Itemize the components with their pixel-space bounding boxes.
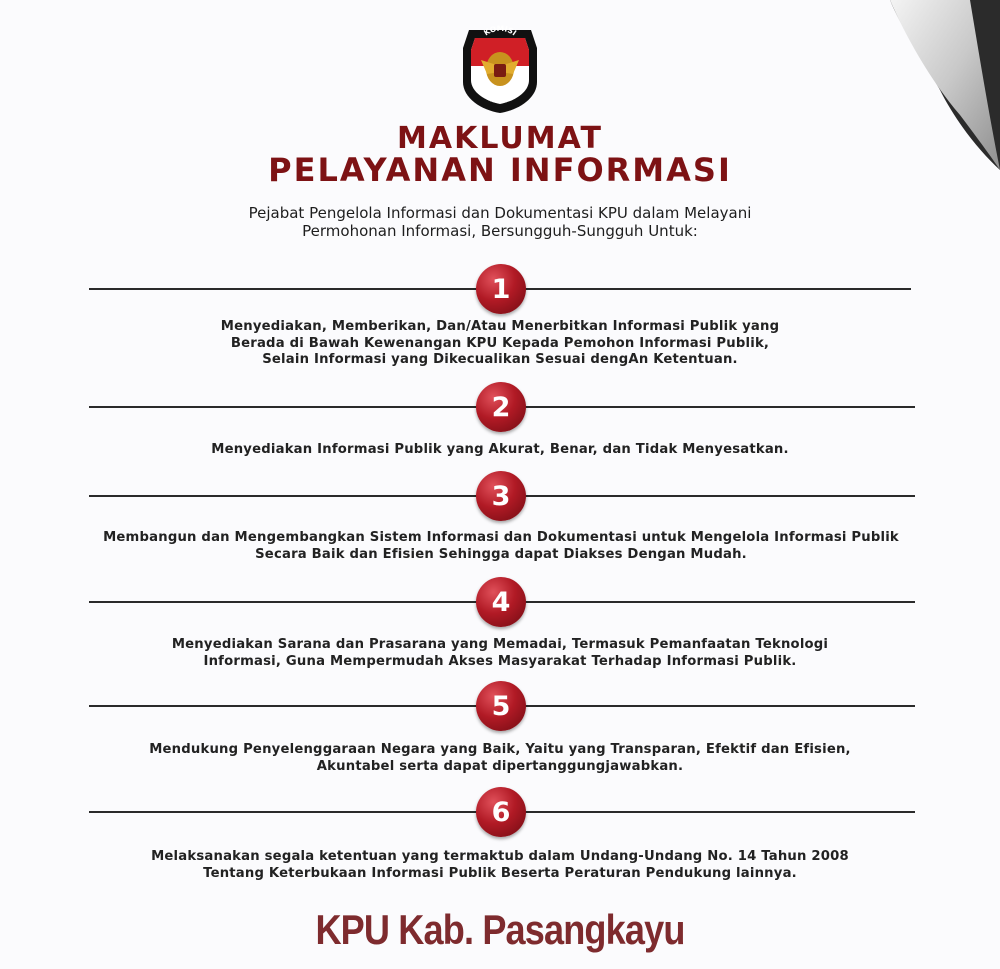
list-item (130, 742, 870, 775)
item-line: Melaksanakan segala ketentuan yang termaktub dalam Undang-Undang No. 14 Tahun 2008 (151, 849, 849, 864)
number-badge: 3 (476, 471, 526, 521)
title-line-1: MAKLUMAT (397, 121, 603, 156)
number-badge: 1 (476, 264, 526, 314)
item-line: Informasi, Guna Mempermudah Akses Masyarakat Terhadap Informasi Publik. (203, 653, 797, 669)
item-line: Akuntabel serta dapat dipertanggungjawabkan. (316, 758, 684, 774)
intro-text (150, 204, 850, 240)
list-item (150, 637, 850, 670)
item-line: Menyediakan, Memberikan, Dan/Atau Menerbitkan Informasi Publik yang (220, 319, 780, 334)
number-badge: 6 (476, 787, 526, 837)
item-line: Mendukung Penyelenggaraan Negara yang Baik, Yaitu yang Transparan, Efektif dan Efisien, (149, 742, 851, 757)
title-line-2: PELAYANAN INFORMASI (268, 151, 732, 189)
kpu-logo (461, 24, 539, 114)
item-line: Menyediakan Sarana dan Prasarana yang Memadai, Termasuk Pemanfaatan Teknologi (171, 637, 829, 652)
footer-org-name: KPU Kab. Pasangkayu (315, 906, 685, 953)
list-item (150, 319, 850, 369)
item-line: Selain Informasi yang Dikecualikan Sesuai dengAn Ketentuan. (262, 352, 738, 367)
number-badge: 2 (476, 382, 526, 432)
intro-line-2: Permohonan Informasi, Bersungguh-Sungguh Untuk: (302, 222, 698, 240)
list-item (150, 442, 850, 459)
list-item (150, 849, 850, 882)
intro-line-1: Pejabat Pengelola Informasi dan Dokumentasi KPU dalam Melayani (248, 204, 752, 222)
number-badge: 5 (476, 681, 526, 731)
logo-bottom-text: PEMILIHAN UMUM (472, 82, 528, 106)
item-line: Berada di Bawah Kewenangan KPU Kepada Pemohon Informasi Publik, (230, 335, 770, 351)
number-badge: 4 (476, 577, 526, 627)
list-item (90, 530, 912, 563)
item-line: Membangun dan Mengembangkan Sistem Informasi dan Dokumentasi untuk Mengelola Informasi Publik (103, 530, 899, 545)
item-line: Tentang Keterbukaan Informasi Publik Beserta Peraturan Pendukung lainnya. (203, 865, 797, 881)
logo-top-text: KOMISI (482, 24, 519, 38)
item-line: Menyediakan Informasi Publik yang Akurat, Benar, dan Tidak Menyesatkan. (211, 442, 789, 457)
item-line: Secara Baik dan Efisien Sehingga dapat Diakses Dengan Mudah. (255, 546, 747, 562)
